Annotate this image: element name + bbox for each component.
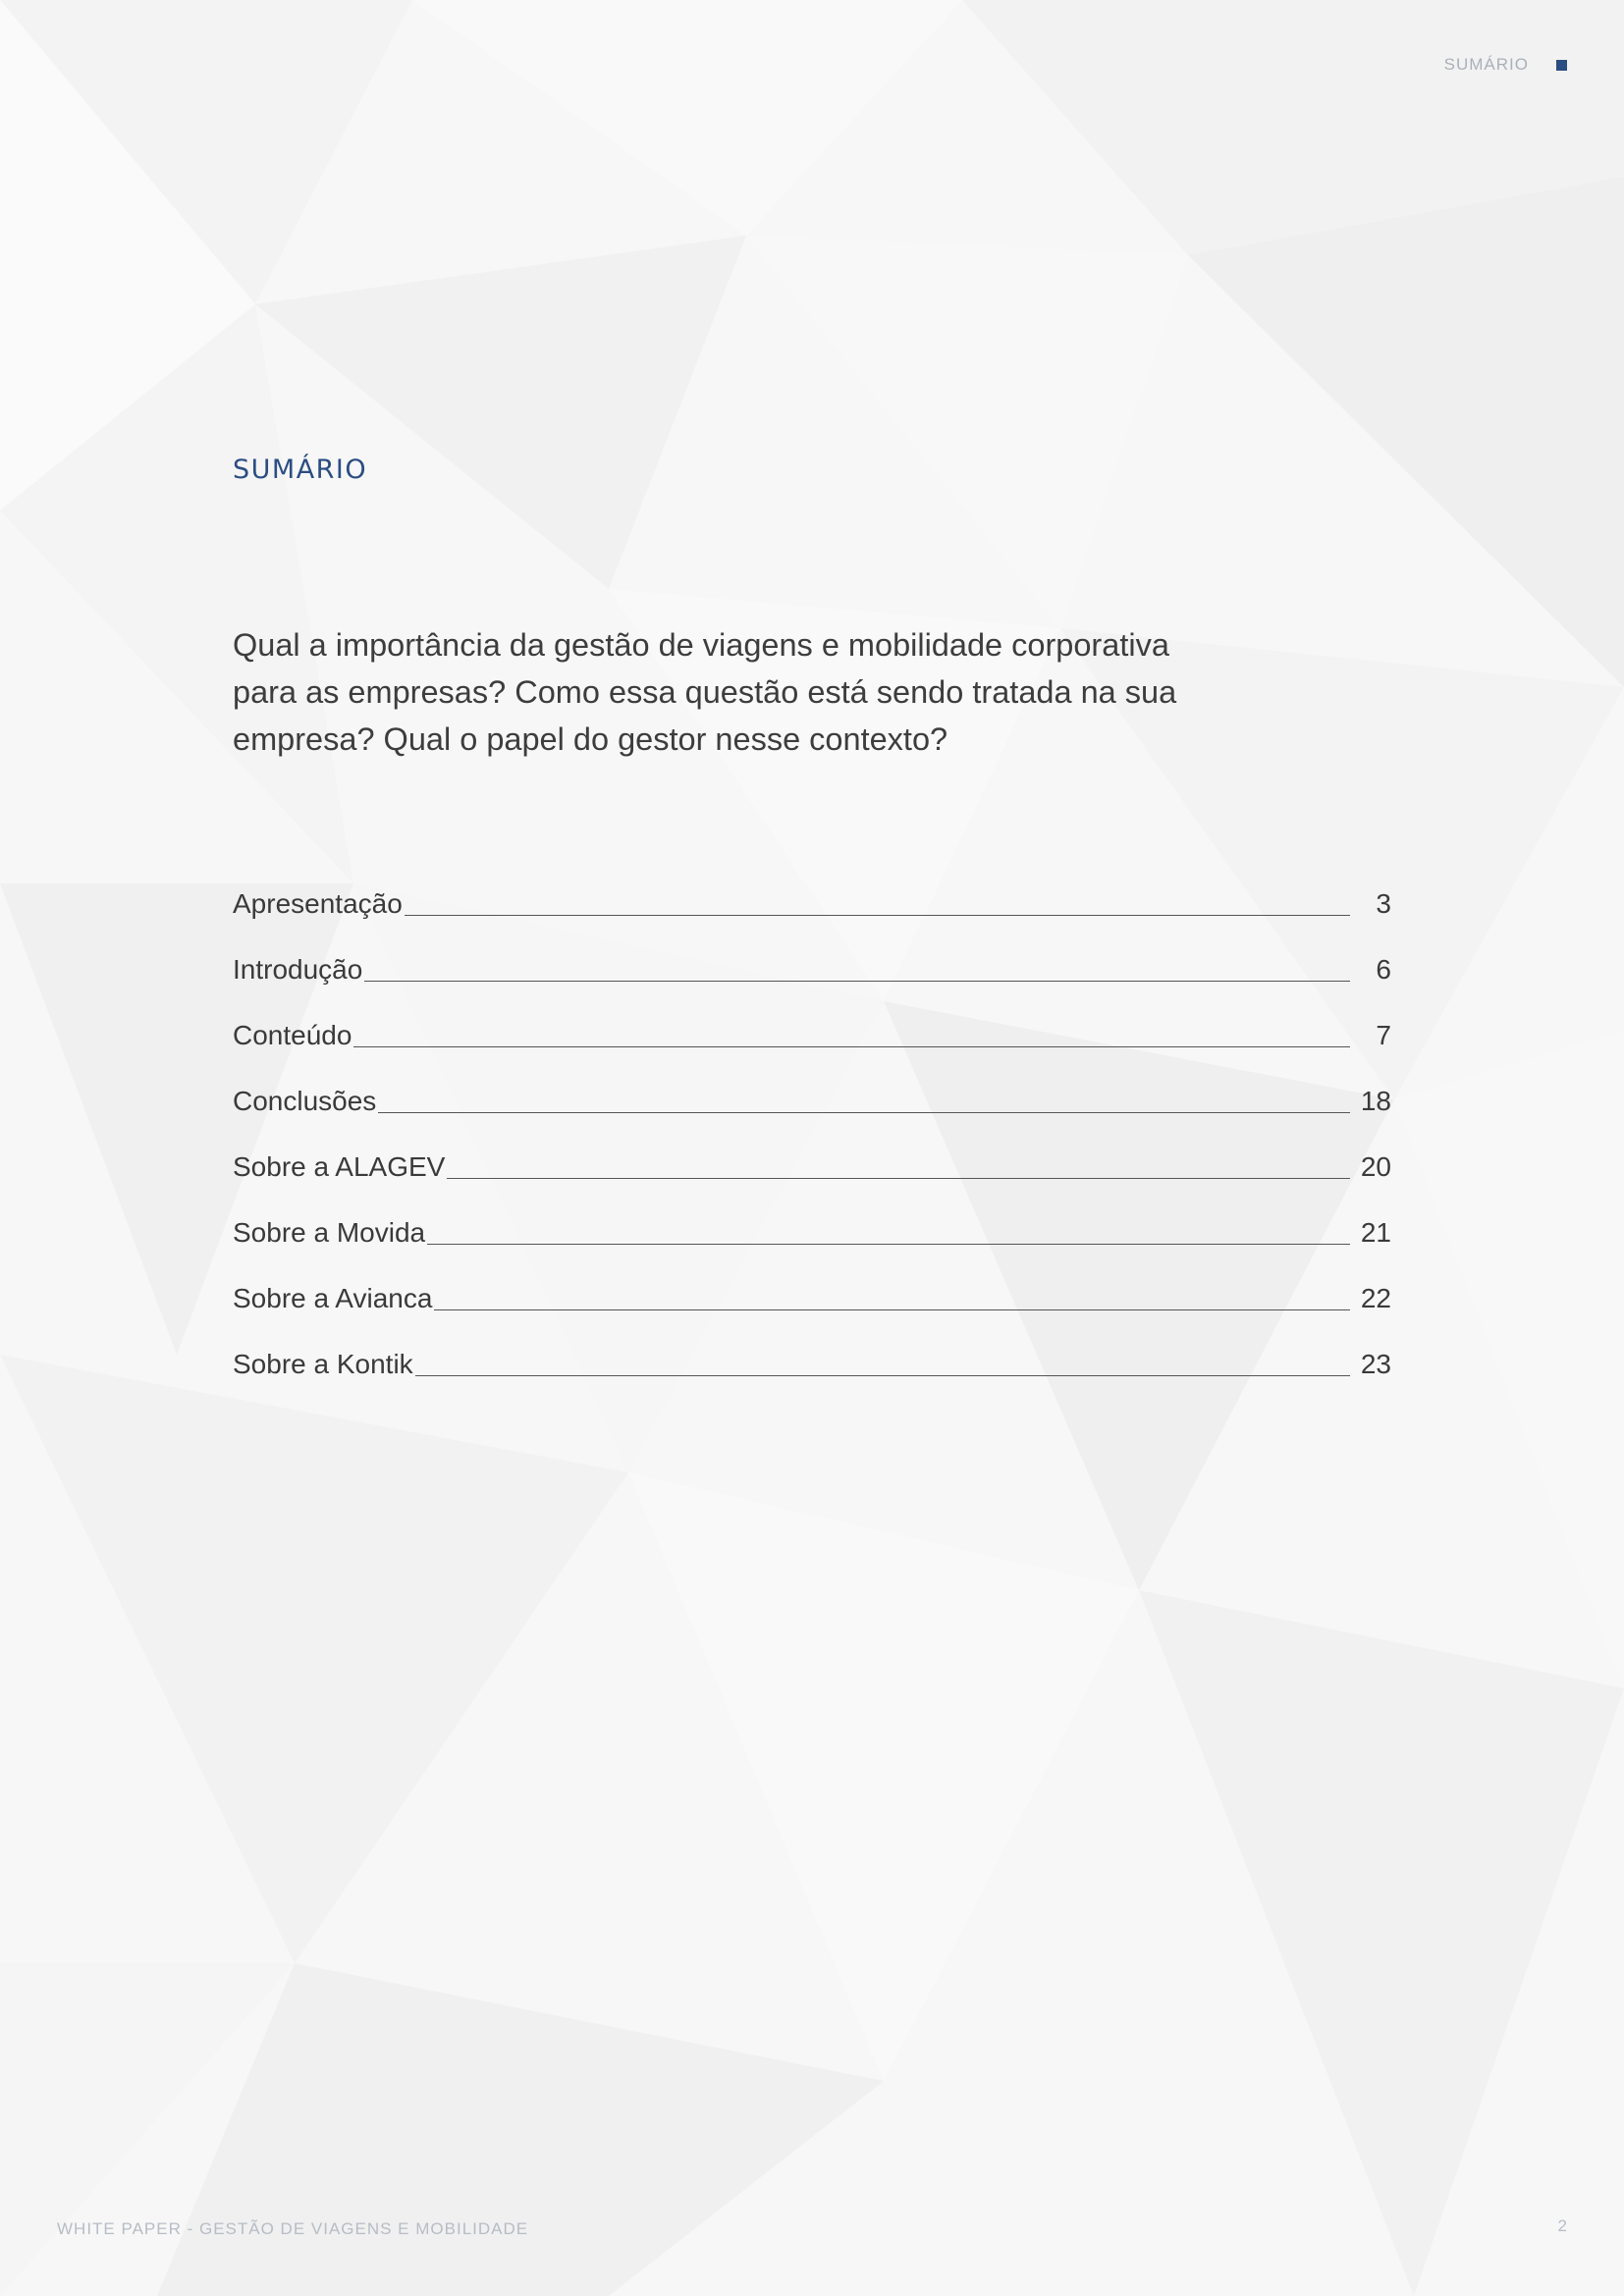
toc-entry-page: 6 xyxy=(1376,954,1391,985)
toc-entry-label: Conteúdo xyxy=(233,1020,352,1050)
footer-document-title: WHITE PAPER - GESTÃO DE VIAGENS E MOBILIDADE xyxy=(57,2219,529,2238)
toc-entry-apresentacao[interactable] xyxy=(233,888,1391,954)
toc-leader-line xyxy=(364,981,1350,982)
toc-entry-avianca[interactable] xyxy=(233,1283,1391,1349)
toc-leader-line xyxy=(434,1309,1350,1310)
toc-entry-label: Sobre a Avianca xyxy=(233,1283,433,1313)
toc-entry-kontik[interactable] xyxy=(233,1349,1391,1415)
toc-entry-page: 21 xyxy=(1360,1217,1391,1248)
intro-paragraph: Qual a importância da gestão de viagens e mobilidade corporativa para as empresas? Como essa questão está sendo tratada na sua empresa? Qual o papel do gestor nesse contexto? xyxy=(233,627,1177,757)
toc-entry-page: 20 xyxy=(1360,1151,1391,1182)
toc-entry-label: Sobre a Movida xyxy=(233,1217,426,1248)
header-accent-square xyxy=(1556,60,1567,71)
toc-leader-line xyxy=(447,1178,1350,1179)
footer-page-number: 2 xyxy=(1557,2216,1567,2235)
toc-entry-page: 23 xyxy=(1360,1349,1391,1379)
toc-entry-label: Conclusões xyxy=(233,1086,377,1116)
toc-entry-page: 22 xyxy=(1360,1283,1391,1313)
toc-entry-page: 18 xyxy=(1360,1086,1391,1116)
header-section-label: SUMÁRIO xyxy=(1443,55,1529,74)
toc-entry-label: Introdução xyxy=(233,954,363,985)
toc-entry-page: 3 xyxy=(1376,888,1391,919)
toc-entry-page: 7 xyxy=(1376,1020,1391,1050)
toc-leader-line xyxy=(353,1046,1350,1047)
page-title: SUMÁRIO xyxy=(233,454,368,485)
toc-entry-alagev[interactable] xyxy=(233,1151,1391,1217)
toc-leader-line xyxy=(415,1375,1350,1376)
table-of-contents xyxy=(233,888,1391,1415)
toc-entry-label: Sobre a ALAGEV xyxy=(233,1151,446,1182)
toc-entry-conclusoes[interactable] xyxy=(233,1086,1391,1151)
toc-entry-label: Sobre a Kontik xyxy=(233,1349,413,1379)
toc-entry-introducao[interactable] xyxy=(233,954,1391,1020)
toc-leader-line xyxy=(405,915,1350,916)
toc-entry-label: Apresentação xyxy=(233,888,403,919)
toc-entry-conteudo[interactable] xyxy=(233,1020,1391,1086)
running-header xyxy=(1444,55,1567,75)
toc-leader-line xyxy=(378,1112,1350,1113)
toc-entry-movida[interactable] xyxy=(233,1217,1391,1283)
toc-leader-line xyxy=(427,1244,1350,1245)
